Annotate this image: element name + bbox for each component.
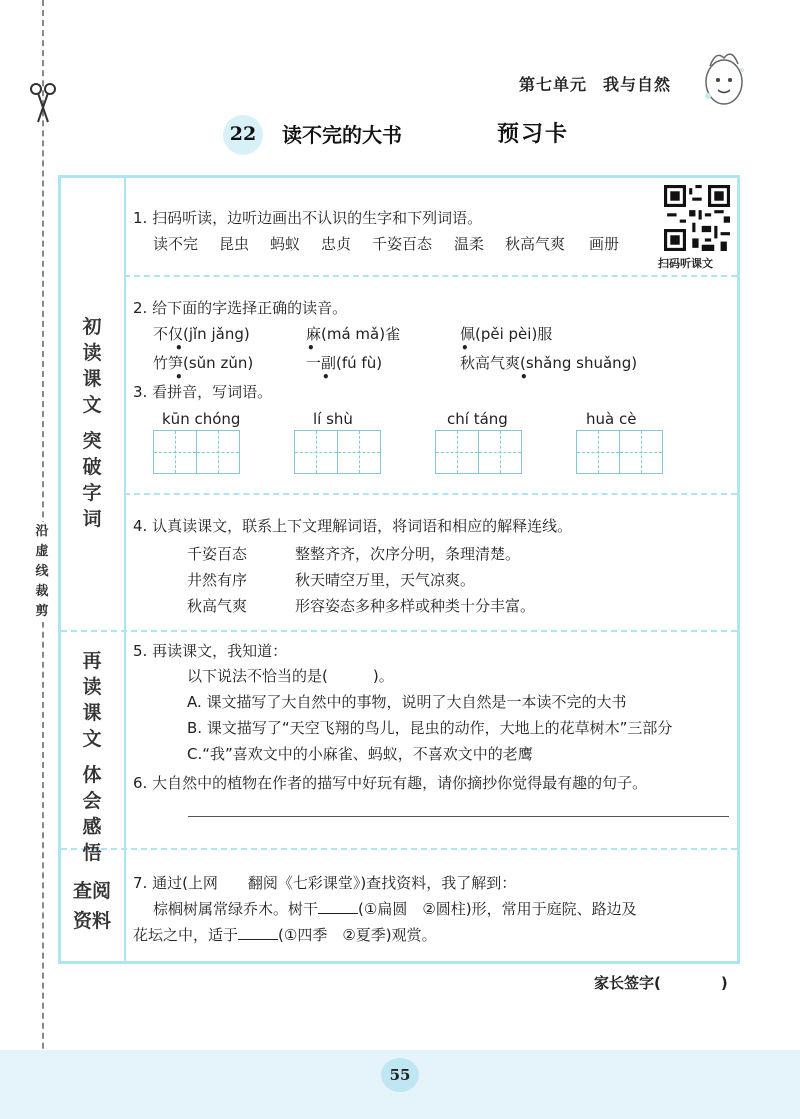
lesson-number: 22 — [223, 115, 263, 155]
section-label-research: 查阅 资料 — [72, 880, 111, 932]
cut-instruction: 沿 虚 线 裁 剪 — [30, 522, 54, 622]
writing-grid-cell[interactable] — [196, 430, 240, 474]
answer-line[interactable] — [188, 816, 729, 817]
q2-item: 竹笋(sǔn zǔn) — [153, 354, 254, 372]
q5-prompt: 以下说法不恰当的是( )。 — [187, 667, 394, 685]
q5-option[interactable]: A. 课文描写了大自然中的事物，说明了大自然是一本读不完的大书 — [187, 693, 627, 711]
emphasis-dot: • — [520, 370, 528, 384]
q5-option[interactable]: C.“我”喜欢文中的小麻雀、蚂蚁，不喜欢文中的老鹰 — [187, 745, 533, 763]
pinyin-prompt: lí shù — [313, 410, 353, 428]
emphasis-dot: • — [307, 341, 315, 355]
match-word[interactable]: 千姿百态 — [187, 545, 248, 563]
question-2: 2. 给下面的字选择正确的读音。 — [133, 299, 348, 317]
match-meaning[interactable]: 形容姿态多种多样或种类十分丰富。 — [295, 597, 536, 615]
question-5: 5. 再读课文，我知道： — [133, 642, 288, 660]
q2-item: 麻(má mǎ)雀 — [306, 325, 401, 343]
q2-item: 佩(pěi pèi)服 — [460, 325, 553, 343]
unit-label: 第七单元 — [519, 75, 588, 94]
qr-code[interactable] — [664, 185, 730, 251]
divider — [124, 275, 737, 277]
label-column-divider — [124, 178, 126, 961]
writing-grid-cell[interactable] — [294, 430, 338, 474]
q2-item: 一副(fú fù) — [306, 354, 383, 372]
section-label-first-reading: 初 读 课 文 突 破 字 词 — [82, 316, 102, 530]
match-word[interactable]: 井然有序 — [187, 571, 248, 589]
q2-item: 秋高气爽(shǎng shuǎng) — [460, 354, 638, 372]
q7-line-2: 花坛之中，适于 (①四季 ②夏季)观赏。 — [133, 926, 437, 944]
match-word[interactable]: 秋高气爽 — [187, 597, 248, 615]
fill-blank[interactable] — [238, 925, 278, 940]
unit-header — [519, 72, 687, 95]
writing-grid-cell[interactable] — [435, 430, 479, 474]
divider — [61, 848, 737, 850]
writing-grid-cell[interactable] — [478, 430, 522, 474]
question-3: 3. 看拼音，写词语。 — [133, 383, 273, 401]
writing-grid-cell[interactable] — [337, 430, 381, 474]
pinyin-prompt: kūn chóng — [162, 410, 241, 428]
q5-option[interactable]: B. 课文描写了“天空飞翔的鸟儿，昆虫的动作，大地上的花草树木”三部分 — [187, 719, 673, 737]
writing-grid-cell[interactable] — [576, 430, 620, 474]
q1-word: 昆虫 — [219, 235, 250, 253]
qr-caption: 扫码听课文 — [658, 257, 713, 270]
q1-word: 蚂蚁 — [270, 235, 301, 253]
q1-word: 温柔 — [454, 235, 485, 253]
q1-word: 画册 — [589, 235, 620, 253]
page-number: 55 — [381, 1058, 419, 1092]
question-1: 1. 扫码听读，边听边画出不认识的生字和下列词语。 — [133, 209, 483, 227]
match-meaning[interactable]: 秋天晴空万里，天气凉爽。 — [295, 571, 476, 589]
q1-word: 秋高气爽 — [505, 235, 566, 253]
q1-word: 忠贞 — [321, 235, 352, 253]
emphasis-dot: • — [175, 370, 183, 384]
section-label-second-reading: 再 读 课 文 体 会 感 悟 — [82, 650, 102, 864]
emphasis-dot: • — [322, 370, 330, 384]
question-7: 7. 通过(上网 翻阅《七彩课堂》)查找资料，我了解到： — [133, 874, 517, 892]
scissors-icon — [28, 82, 58, 124]
question-6: 6. 大自然中的植物在作者的描写中好玩有趣，请你摘抄你觉得最有趣的句子。 — [133, 774, 648, 792]
question-4: 4. 认真读课文，联系上下文理解词语，将词语和相应的解释连线。 — [133, 517, 573, 535]
preview-card-label: 预习卡 — [497, 122, 570, 147]
pinyin-prompt: huà cè — [586, 410, 637, 428]
q1-word: 千姿百态 — [372, 235, 433, 253]
q1-word: 读不完 — [153, 235, 199, 253]
emphasis-dot: • — [461, 341, 469, 355]
parent-signature[interactable]: 家长签字( ) — [594, 974, 728, 992]
fill-blank[interactable] — [318, 899, 358, 914]
divider — [124, 493, 737, 495]
match-meaning[interactable]: 整整齐齐，次序分明，条理清楚。 — [295, 545, 521, 563]
pinyin-prompt: chí táng — [447, 410, 508, 428]
lesson-title: 读不完的大书 — [282, 123, 402, 147]
mascot-illustration — [698, 48, 750, 108]
unit-theme: 我与自然 — [603, 75, 672, 94]
q2-item: 不仅(jǐn jǎng) — [153, 325, 250, 343]
writing-grid-cell[interactable] — [153, 430, 197, 474]
divider — [61, 630, 737, 632]
emphasis-dot: • — [175, 341, 183, 355]
q7-line-1: 棕榈树属常绿乔木。树干 (①扁圆 ②圆柱)形，常用于庭院、路边及 — [153, 900, 637, 918]
writing-grid-cell[interactable] — [619, 430, 663, 474]
